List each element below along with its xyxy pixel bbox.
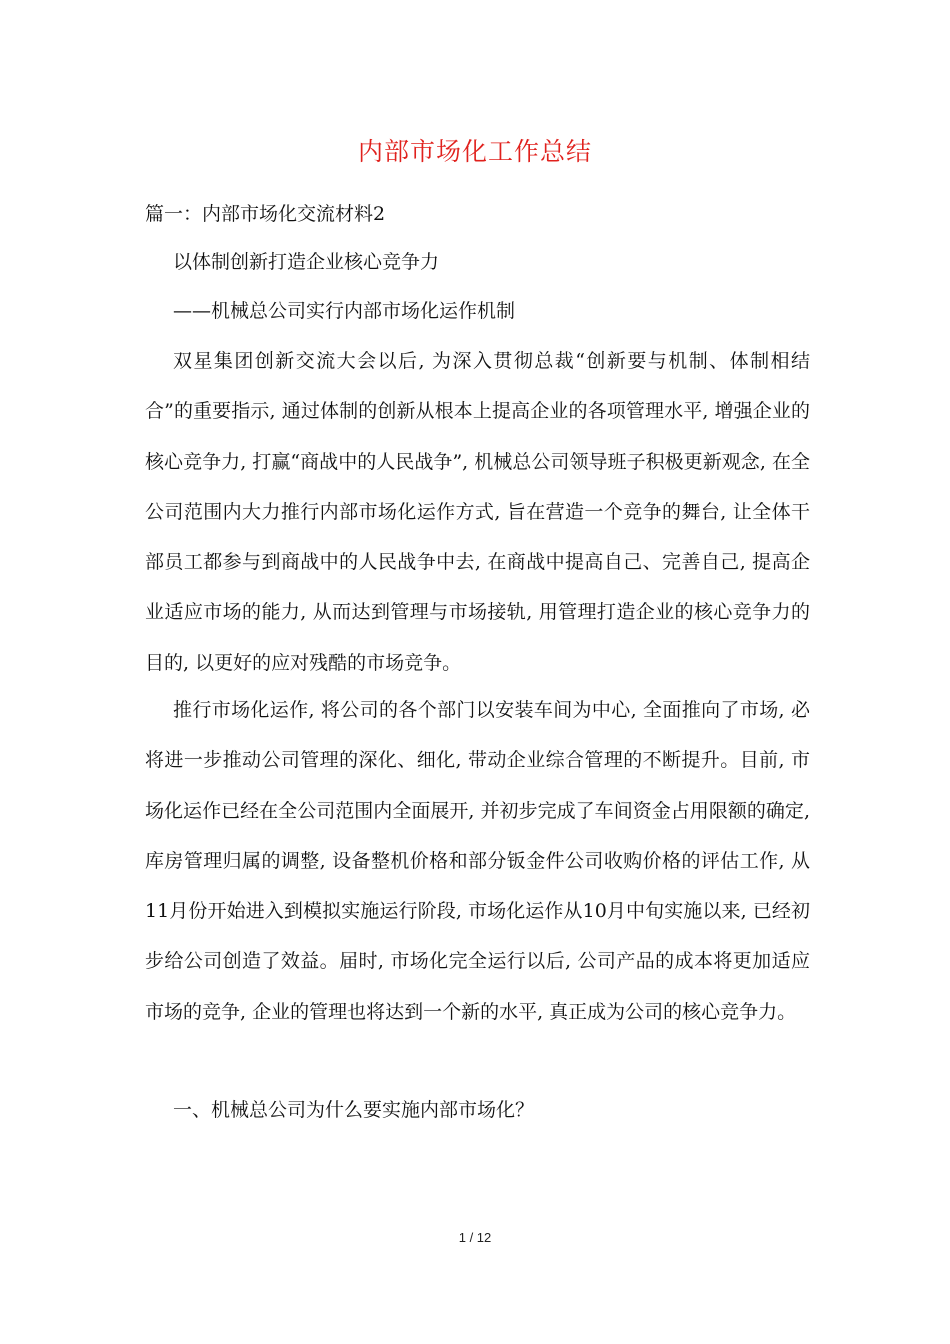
page-number: 1 / 12 [458,1230,492,1245]
subtitle-dash: ——机械总公司实行内部市场化运作机制 [173,300,516,322]
section-heading: 篇一：内部市场化交流材料2 [145,203,386,225]
subtitle: 以体制创新打造企业核心竞争力 [173,251,440,273]
body-paragraph-1: 双星集团创新交流大会以后, 为深入贯彻总裁“创新要与机制、体制相结合”的重要指示, 通过体制的创新从根本上提高企业的各项管理水平, 增强企业的核心竞争力, 打赢“商战中的人民战争”, 机械总公司领导班子积极更新观念, 在全公司范围内大力推行内部市场化运作方式, 旨在营造一个竞争的舞台, 让全体干部员工都参与到商战中的人民战争中去, 在商战中提高自己、完善自己, 提高企业适应市场的能力, 从而达到管理与市场接轨, 用管理打造企业的核心竞争力的目的, 以更好的应对残酷的市场竞争。 [145,350,810,674]
document-title: 内部市场化工作总结 [357,137,592,166]
body-paragraph-2: 推行市场化运作, 将公司的各个部门以安装车间为中心, 全面推向了市场, 必将进一步推动公司管理的深化、细化, 带动企业综合管理的不断提升。目前, 市场化运作已经在全公司范围内全面展开, 并初步完成了车间资金占用限额的确定, 库房管理归属的调整, 设备整机价格和部分钣金件公司收购价格的评估工作, 从11月份开始进入到模拟实施运行阶段, 市场化运作从10月中旬实施以来, 已经初步给公司创造了效益。届时, 市场化完全运行以后, 公司产品的成本将更加适应市场的竞争, 企业的管理也将达到一个新的水平, 真正成为公司的核心竞争力。 [145,699,810,1023]
question-heading: 一、机械总公司为什么要实施内部市场化？ [173,1099,535,1121]
